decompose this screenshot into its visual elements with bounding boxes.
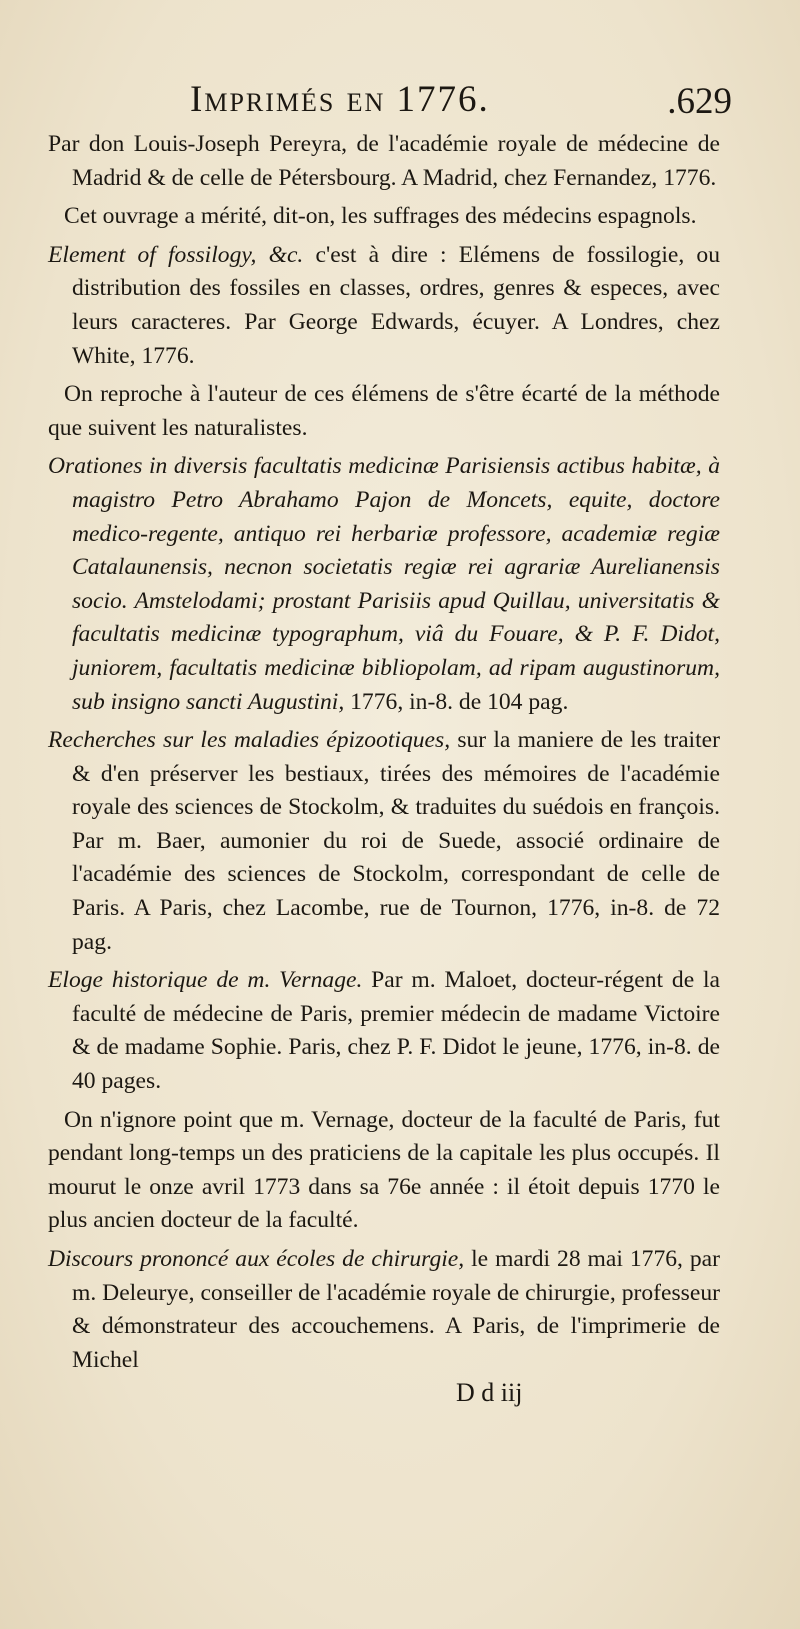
entry-discours	[48, 1243, 720, 1377]
entry-text: Par don Louis-Joseph Pereyra, de l'académie royale de médecine de Madrid & de celle de Pétersbourg. A Madrid, chez Fernandez, 1776.	[48, 131, 720, 191]
page-number: .629	[667, 81, 732, 122]
entry-text: sur la maniere de les traiter & d'en préserver les bestiaux, tirées des mémoires de l'académie royale des sciences de Stockolm, & traduites du suédois en françois. Par m. Baer, aumonier du roi de Suede, associé ordinaire de l'académie des sciences de Stockolm, correspondant de celle de Paris. A Paris, chez Lacombe, rue de Tournon, 1776, in-8. de 72 pag.	[72, 727, 720, 955]
entry-note: On n'ignore point que m. Vernage, docteur de la faculté de Paris, fut pendant long-temps un des praticiens de la capitale les plus occupés. Il mourut le onze avril 1773 dans sa 76e année : il étoit depuis 1770 le plus ancien docteur de la faculté.	[48, 1106, 720, 1234]
signature-mark: D d iij	[456, 1378, 523, 1407]
entry-title: Discours prononcé aux écoles de chirurgie,	[48, 1246, 465, 1272]
entry-eloge	[48, 964, 720, 1098]
entry-title: Orationes in diversis facultatis medicinæ Parisiensis actibus habitæ, à magistro Petro Abrahamo Pajon de Moncets, equite, doctore medico-regente, antiquo rei herbariæ professore, academiæ regiæ Catalaunensis, necnon societatis regiæ rei agrariæ Aurelianensis socio. Amstelodami; prostant Parisiis apud Quillau, universitatis & facultatis medicinæ typographum, viâ du Fouare, & P. F. Didot, juniorem, facultatis medicinæ bibliopolam, ad ripam augustinorum, sub insigno sancti Augustini,	[48, 453, 720, 715]
entry-text: le mardi 28 mai 1776, par m. Deleurye, conseiller de l'académie royale de chirurgie, professeur & démonstrateur des accouchemens. A Paris, de l'imprimerie de Michel	[72, 1246, 720, 1373]
entry-title: Recherches sur les maladies épizootiques,	[48, 727, 451, 754]
entry-orationes	[48, 450, 720, 719]
running-title: Imprimés en 1776.	[190, 79, 490, 120]
entry-text: 1776, in-8. de 104 pag.	[344, 688, 569, 715]
entry-recherches	[48, 724, 720, 959]
entry-title: Eloge historique de m. Vernage.	[48, 967, 363, 994]
page-body	[48, 128, 720, 1382]
entry-continuation	[48, 128, 720, 195]
page-header	[190, 78, 732, 128]
entry-fossilogy	[48, 239, 720, 373]
entry-text: Par m. Maloet, docteur-régent de la faculté de médecine de Paris, premier médecin de madame Victoire & de madame Sophie. Paris, chez P. F. Didot le jeune, 1776, in-8. de 40 pages.	[72, 967, 720, 1095]
entry-text: c'est à dire : Elémens de fossilogie, ou distribution des fossiles en classes, ordres, genres & especes, avec leurs caracteres. Par George Edwards, écuyer. A Londres, chez White, 1776.	[72, 241, 720, 369]
entry-note: Cet ouvrage a mérité, dit-on, les suffrages des médecins espagnols.	[64, 203, 697, 230]
entry-note: On reproche à l'auteur de ces élémens de s'être écarté de la méthode que suivent les naturalistes.	[48, 381, 720, 441]
entry-title: Element of fossilogy, &c.	[48, 241, 304, 268]
